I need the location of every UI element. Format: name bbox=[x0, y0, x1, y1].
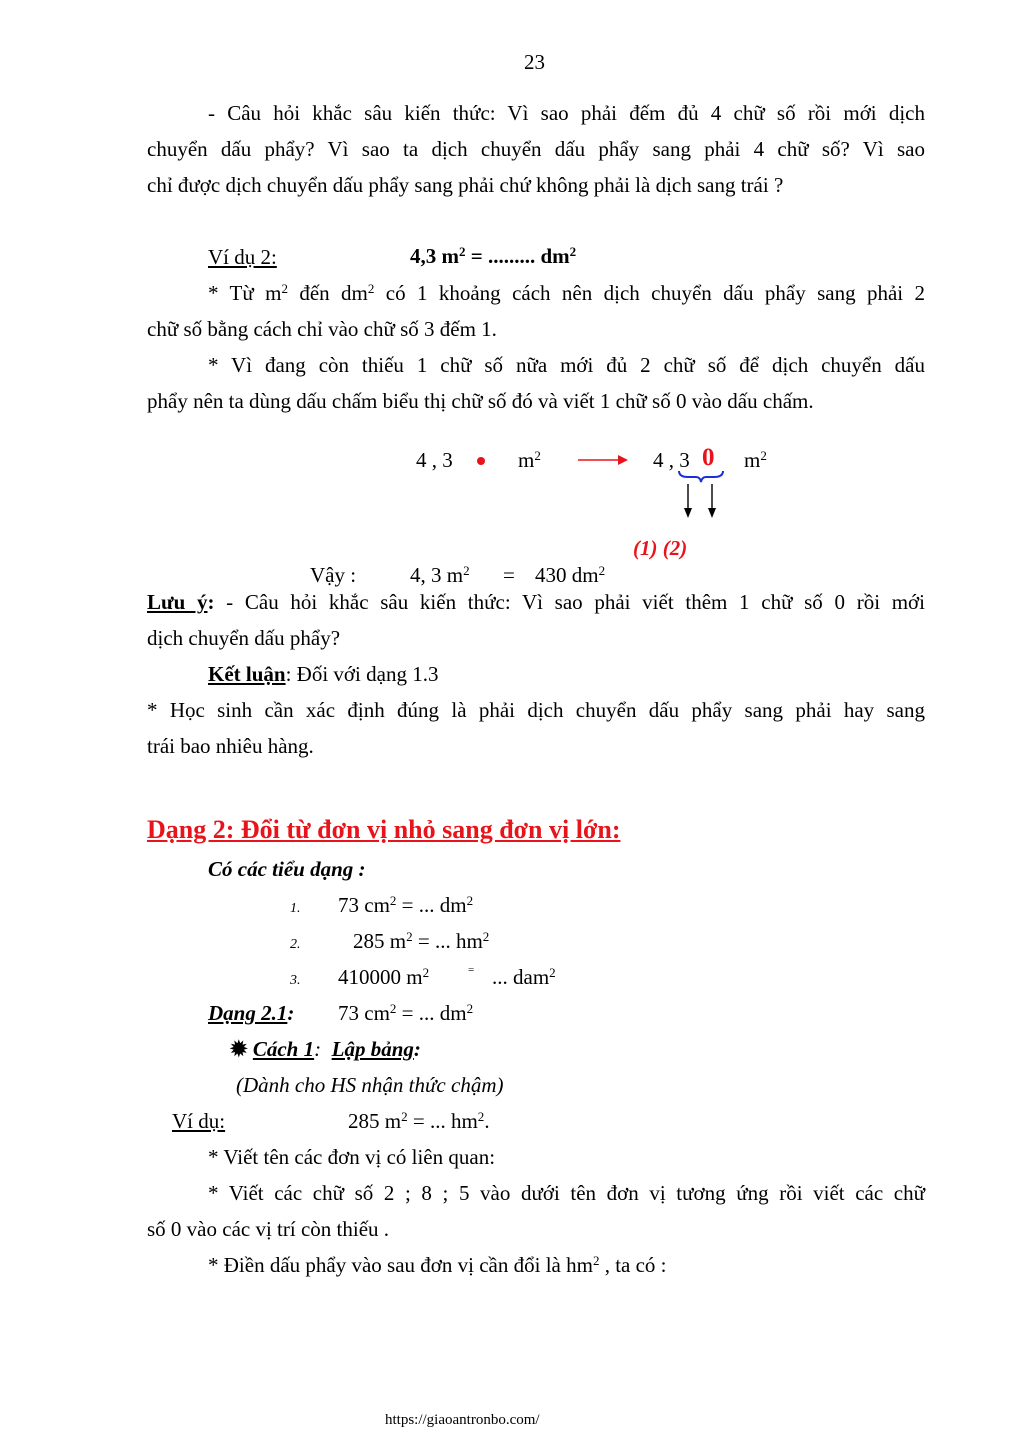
conclusion-heading: Kết luận: Đối với dạng 1.3 bbox=[208, 662, 439, 686]
brace-arrows-icon bbox=[676, 468, 726, 520]
section-heading: Dạng 2: Đổi từ đơn vị nhỏ sang đơn vị lớn: bbox=[147, 815, 621, 844]
diagram-right-number: 4 , 3 bbox=[653, 448, 690, 472]
list-number: 3. bbox=[290, 973, 301, 988]
result-label: Vậy : bbox=[310, 563, 357, 587]
list-number: 2. bbox=[290, 937, 301, 952]
result-lhs: 4, 3 $m^2$ bbox=[410, 562, 470, 587]
subtypes-label: Có các tiểu dạng : bbox=[208, 857, 366, 881]
method-audience: (Dành cho HS nhận thức chậm) bbox=[236, 1073, 504, 1097]
step-line: số 0 vào các vị trí còn thiếu . bbox=[147, 1217, 390, 1241]
step-line: phẩy nên ta dùng dấu chấm biểu thị chữ số đó và viết 1 chữ số 0 vào dấu chấm. bbox=[147, 389, 814, 413]
example-expression: 4,3 $m^2$ = ......... $dm^2$ bbox=[410, 243, 577, 268]
step-line: * Vì đang còn thiếu 1 chữ số nữa mới đủ 2 chữ số để dịch chuyển dấu bbox=[208, 353, 925, 377]
note-line: Lưu ý: - Câu hỏi khắc sâu kiến thức: Vì sao phải viết thêm 1 chữ số 0 rồi mới bbox=[147, 590, 925, 614]
list-number: 1. bbox=[290, 901, 301, 916]
note-line: dịch chuyển dấu phẩy? bbox=[147, 626, 341, 650]
step-line: * Từ $m^2$ đến $dm^2$ có 1 khoảng cách nên dịch chuyển dấu phẩy sang phải 2 bbox=[208, 280, 925, 305]
list-item-rhs: ... dam$^2$ bbox=[492, 964, 556, 989]
paragraph-line: chuyển dấu phẩy? Vì sao ta dịch chuyển dấu phẩy sang phải 4 chữ số? Vì sao bbox=[147, 137, 925, 161]
step-line: * Điền dấu phẩy vào sau đơn vị cần đổi là $hm^2$ , ta có : bbox=[208, 1252, 667, 1277]
example-label: Ví dụ 2: bbox=[208, 245, 277, 269]
step-line: chữ số bằng cách chỉ vào chữ số 3 đếm 1. bbox=[147, 317, 497, 341]
page-number: 23 bbox=[524, 50, 545, 74]
diagram-left-number: 4 , 3 bbox=[416, 448, 453, 472]
step-numbers-label: (1) (2) bbox=[633, 536, 688, 560]
footer-url[interactable]: https://giaoantronbo.com/ bbox=[385, 1412, 540, 1428]
list-item: 73 $cm^2$ = ... $dm^2$ bbox=[338, 892, 474, 917]
example-label: Ví dụ: bbox=[172, 1109, 226, 1133]
right-arrow-icon bbox=[578, 450, 628, 470]
subsection-expression: 73 $cm^2$ = ... $dm^2$ bbox=[338, 1000, 474, 1025]
step-line: * Viết các chữ số 2 ; 8 ; 5 vào dưới tên đơn vị tương ứng rồi viết các chữ bbox=[208, 1181, 925, 1205]
step-line: * Viết tên các đơn vị có liên quan: bbox=[208, 1145, 496, 1169]
placeholder-dot bbox=[477, 457, 485, 465]
result-rhs: 430 $dm^2$ bbox=[535, 562, 606, 587]
list-item: 410000 $m^2$ bbox=[338, 964, 430, 989]
conclusion-line: trái bao nhiêu hàng. bbox=[147, 734, 314, 758]
paragraph-line: - Câu hỏi khắc sâu kiến thức: Vì sao phải đếm đủ 4 chữ số rồi mới dịch bbox=[208, 101, 925, 125]
diagram-left-unit: $m^2$ bbox=[518, 447, 541, 472]
starburst-icon: ✹ bbox=[230, 1037, 248, 1061]
list-item-equals: = bbox=[468, 964, 475, 976]
paragraph-line: chỉ được dịch chuyển dấu phẩy sang phải chứ không phải là dịch sang trái ? bbox=[147, 173, 784, 197]
subsection-label: Dạng 2.1: bbox=[208, 1001, 295, 1025]
conclusion-line: * Học sinh cần xác định đúng là phải dịch chuyển dấu phẩy sang phải hay sang bbox=[147, 698, 925, 722]
example-expression: 285 $m^2$ = ... $hm^2$. bbox=[348, 1108, 490, 1133]
method-heading: ✹ Cách 1: Lập bảng: bbox=[230, 1037, 421, 1061]
diagram-right-unit: $m^2$ bbox=[744, 447, 767, 472]
list-item: 285 $m^2$ = ... $hm^2$ bbox=[353, 928, 490, 953]
result-equals: = bbox=[503, 563, 515, 587]
added-zero: 0 bbox=[702, 444, 715, 471]
